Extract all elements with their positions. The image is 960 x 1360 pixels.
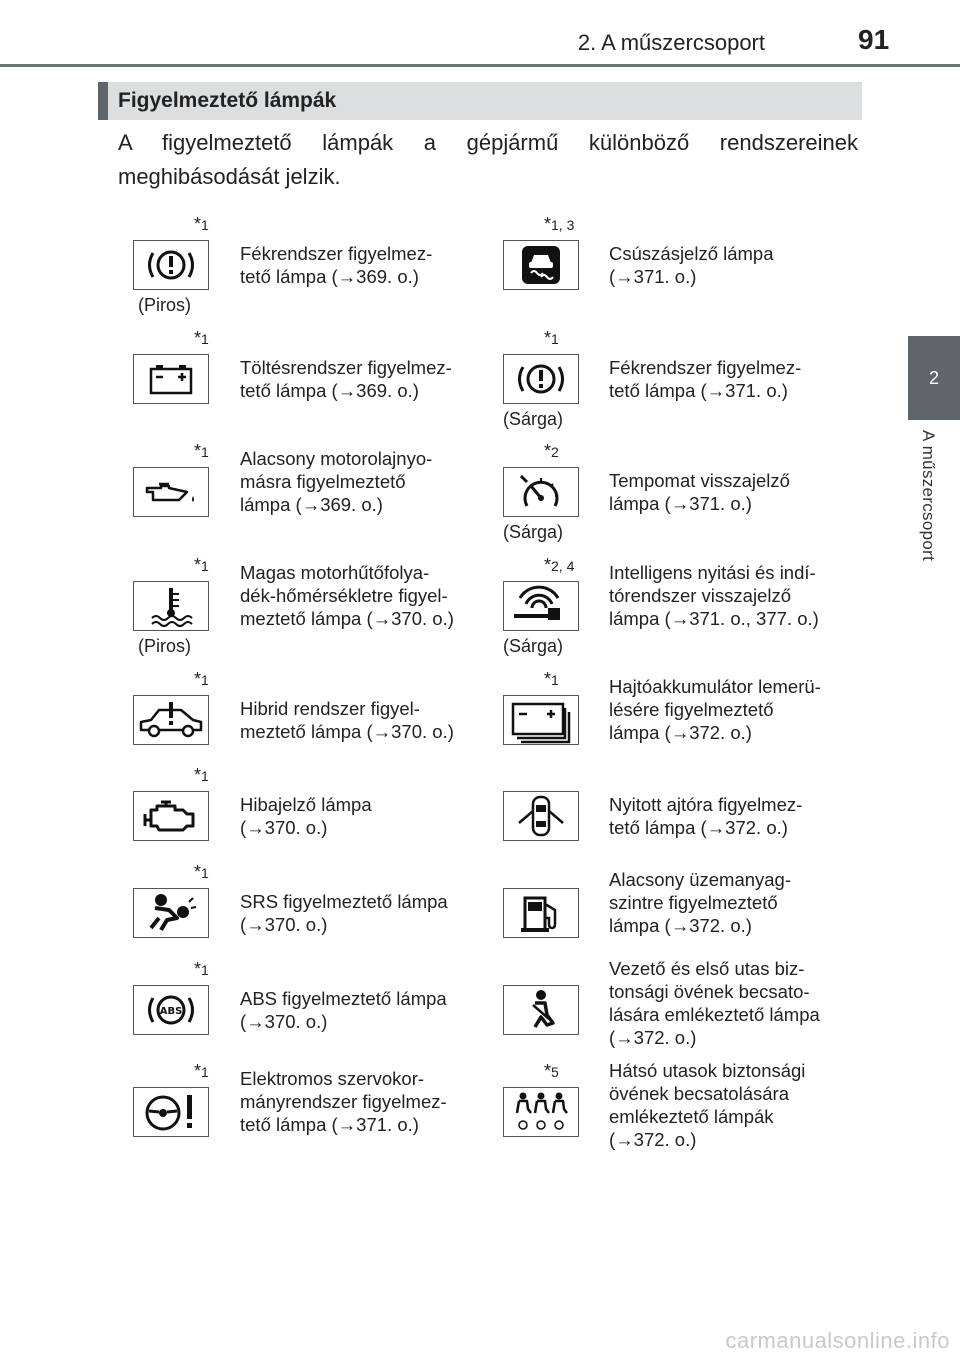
- lamp-icon-box: [133, 1087, 209, 1137]
- lamp-description: Intelligens nyitási és indí- tórendszer visszajelző lámpa (→371. o., 377. o.): [609, 562, 819, 629]
- lamp-description: Elektromos szervokor- mányrendszer figyelmez- tető lámpa (→371. o.): [240, 1068, 447, 1135]
- lamp-color-note: (Piros): [138, 295, 191, 315]
- footnote-star: *: [194, 765, 202, 785]
- lamp-icon-box: [503, 791, 579, 841]
- footnote-number: 1, 3: [551, 217, 575, 233]
- footnote-number: 2, 4: [551, 558, 575, 574]
- footnote-number: 1: [551, 331, 559, 347]
- footnote-mark: [544, 1061, 559, 1082]
- coolant-temperature-icon: [146, 584, 196, 628]
- drive-battery-icon: [507, 696, 575, 744]
- lamp-icon-box: [503, 1087, 579, 1137]
- footnote-star: *: [194, 862, 202, 882]
- lamp-icon-box: [503, 354, 579, 404]
- smart-key-icon: [508, 584, 574, 628]
- lamp-description: Csúszásjelző lámpa (→371. o.): [609, 243, 774, 287]
- footnote-mark: [194, 1061, 209, 1082]
- lamp-description: ABS figyelmeztető lámpa (→370. o.): [240, 988, 447, 1032]
- cruise-control-icon: [513, 470, 569, 514]
- lamp-description: Fékrendszer figyelmez- tető lámpa (→371. o.): [609, 357, 802, 401]
- footnote-star: *: [544, 669, 552, 689]
- lamp-description: Alacsony üzemanyag- szintre figyelmeztető lámpa (→372. o.): [609, 869, 792, 936]
- lamp-color-note: (Sárga): [503, 636, 564, 656]
- footnote-star: *: [544, 328, 552, 348]
- svg-text:ABS: ABS: [159, 1006, 183, 1017]
- footnote-number: 1: [201, 217, 209, 233]
- lamp-icon-box: [503, 695, 579, 745]
- footnote-mark: [194, 328, 209, 349]
- footnote-number: 1: [201, 1064, 209, 1080]
- footnote-mark: [194, 214, 209, 235]
- lamp-description: Fékrendszer figyelmez- tető lámpa (→369. o.): [240, 243, 433, 287]
- lamp-color-note: (Piros): [138, 636, 191, 656]
- lamp-icon-box: [503, 240, 579, 290]
- lamp-description: Vezető és első utas biz- tonsági övének becsato- lására emlékeztető lámpa (→372. o.): [609, 958, 820, 1048]
- chapter-tab[interactable]: [908, 336, 960, 420]
- intro-paragraph: A figyelmeztető lámpák a gépjármű különböző rendszereinek meghibásodását jelzik.: [118, 130, 858, 189]
- lamp-description: Hibajelző lámpa (→370. o.): [240, 794, 372, 838]
- footnote-number: 1: [201, 865, 209, 881]
- lamp-icon-box: [503, 985, 579, 1035]
- brake-warning-icon: [511, 357, 571, 401]
- footnote-mark: [544, 555, 574, 576]
- lamp-description: Hibrid rendszer figyel- meztető lámpa (→370. o.): [240, 698, 454, 742]
- footnote-mark: [194, 765, 209, 786]
- brake-warning-icon: [141, 243, 201, 287]
- lamp-color-note: (Sárga): [503, 409, 564, 429]
- footnote-mark: [194, 669, 209, 690]
- footnote-star: *: [194, 328, 202, 348]
- lamp-icon-box: [133, 354, 209, 404]
- seatbelt-icon: [513, 987, 569, 1033]
- lamp-description: SRS figyelmeztető lámpa (→370. o.): [240, 891, 448, 935]
- footnote-mark: [194, 441, 209, 462]
- oil-can-icon: [139, 472, 203, 512]
- footnote-star: *: [544, 214, 552, 234]
- lamp-icon-box: [133, 985, 209, 1035]
- watermark: carmanualsonline.info: [725, 1328, 950, 1353]
- lamp-description: Hátsó utasok biztonsági övének becsatolására emlékeztető lámpák (→372. o.): [609, 1060, 806, 1150]
- footnote-number: 1: [201, 331, 209, 347]
- lamp-icon-box: [133, 888, 209, 938]
- chapter-title: 2. A műszercsoport: [577, 30, 765, 55]
- abs-icon: [141, 988, 201, 1032]
- footnote-star: *: [194, 1061, 202, 1081]
- lamp-icon-box: [133, 695, 209, 745]
- lamp-icon-box: [133, 581, 209, 631]
- footnote-mark: [194, 959, 209, 980]
- lamp-icon-box: [133, 467, 209, 517]
- footnote-mark: [544, 669, 559, 690]
- lamp-description: Magas motorhűtőfolya- dék-hőmérsékletre figyel- meztető lámpa (→370. o.): [240, 562, 454, 629]
- lamp-description: Nyitott ajtóra figyelmez- tető lámpa (→372. o.): [609, 794, 803, 838]
- footnote-number: 1: [201, 768, 209, 784]
- section-title: Figyelmeztető lámpák: [118, 89, 337, 112]
- door-open-icon: [511, 793, 571, 839]
- lamp-description: Tempomat visszajelző lámpa (→371. o.): [609, 470, 790, 514]
- power-steering-icon: [139, 1089, 203, 1135]
- footnote-number: 1: [201, 444, 209, 460]
- section-heading: [98, 82, 862, 120]
- footnote-star: *: [544, 555, 552, 575]
- srs-airbag-icon: [141, 890, 201, 936]
- footnote-number: 1: [551, 672, 559, 688]
- lamp-description: Töltésrendszer figyelmez- tető lámpa (→369. o.): [240, 357, 452, 401]
- footnote-mark: [544, 328, 559, 349]
- lamp-description: Alacsony motorolajnyo- másra figyelmeztető lámpa (→369. o.): [240, 448, 433, 515]
- footnote-star: *: [194, 555, 202, 575]
- lamp-icon-box: [503, 467, 579, 517]
- slip-indicator-icon: [519, 243, 563, 287]
- battery-icon: [141, 359, 201, 399]
- footnote-mark: [544, 441, 559, 462]
- lamp-description: Hajtóakkumulátor lemerü- lésére figyelmeztető lámpa (→372. o.): [609, 676, 821, 743]
- lamp-icon-box: [133, 791, 209, 841]
- lamp-icon-box: [503, 888, 579, 938]
- lamp-icon-box: [503, 581, 579, 631]
- chapter-tab-number: 2: [928, 367, 939, 388]
- fuel-pump-icon: [513, 890, 569, 936]
- footnote-number: 1: [201, 672, 209, 688]
- page-number: 91: [858, 24, 890, 55]
- footnote-star: *: [194, 959, 202, 979]
- footnote-number: 1: [201, 962, 209, 978]
- check-engine-icon: [141, 794, 201, 838]
- chapter-tab-label: A műszercsoport: [919, 430, 938, 562]
- footnote-number: 5: [551, 1064, 559, 1080]
- lamp-icon-box: [133, 240, 209, 290]
- header-divider: [0, 64, 960, 67]
- footnote-star: *: [194, 669, 202, 689]
- footnote-mark: [544, 214, 574, 235]
- lamp-color-note: (Sárga): [503, 522, 564, 542]
- footnote-star: *: [194, 214, 202, 234]
- footnote-star: *: [544, 441, 552, 461]
- footnote-number: 2: [551, 444, 559, 460]
- rear-seatbelt-icon: [509, 1089, 573, 1135]
- footnote-star: *: [544, 1061, 552, 1081]
- hybrid-system-icon: [137, 698, 205, 742]
- footnote-star: *: [194, 441, 202, 461]
- footnote-mark: [194, 555, 209, 576]
- footnote-mark: [194, 862, 209, 883]
- footnote-number: 1: [201, 558, 209, 574]
